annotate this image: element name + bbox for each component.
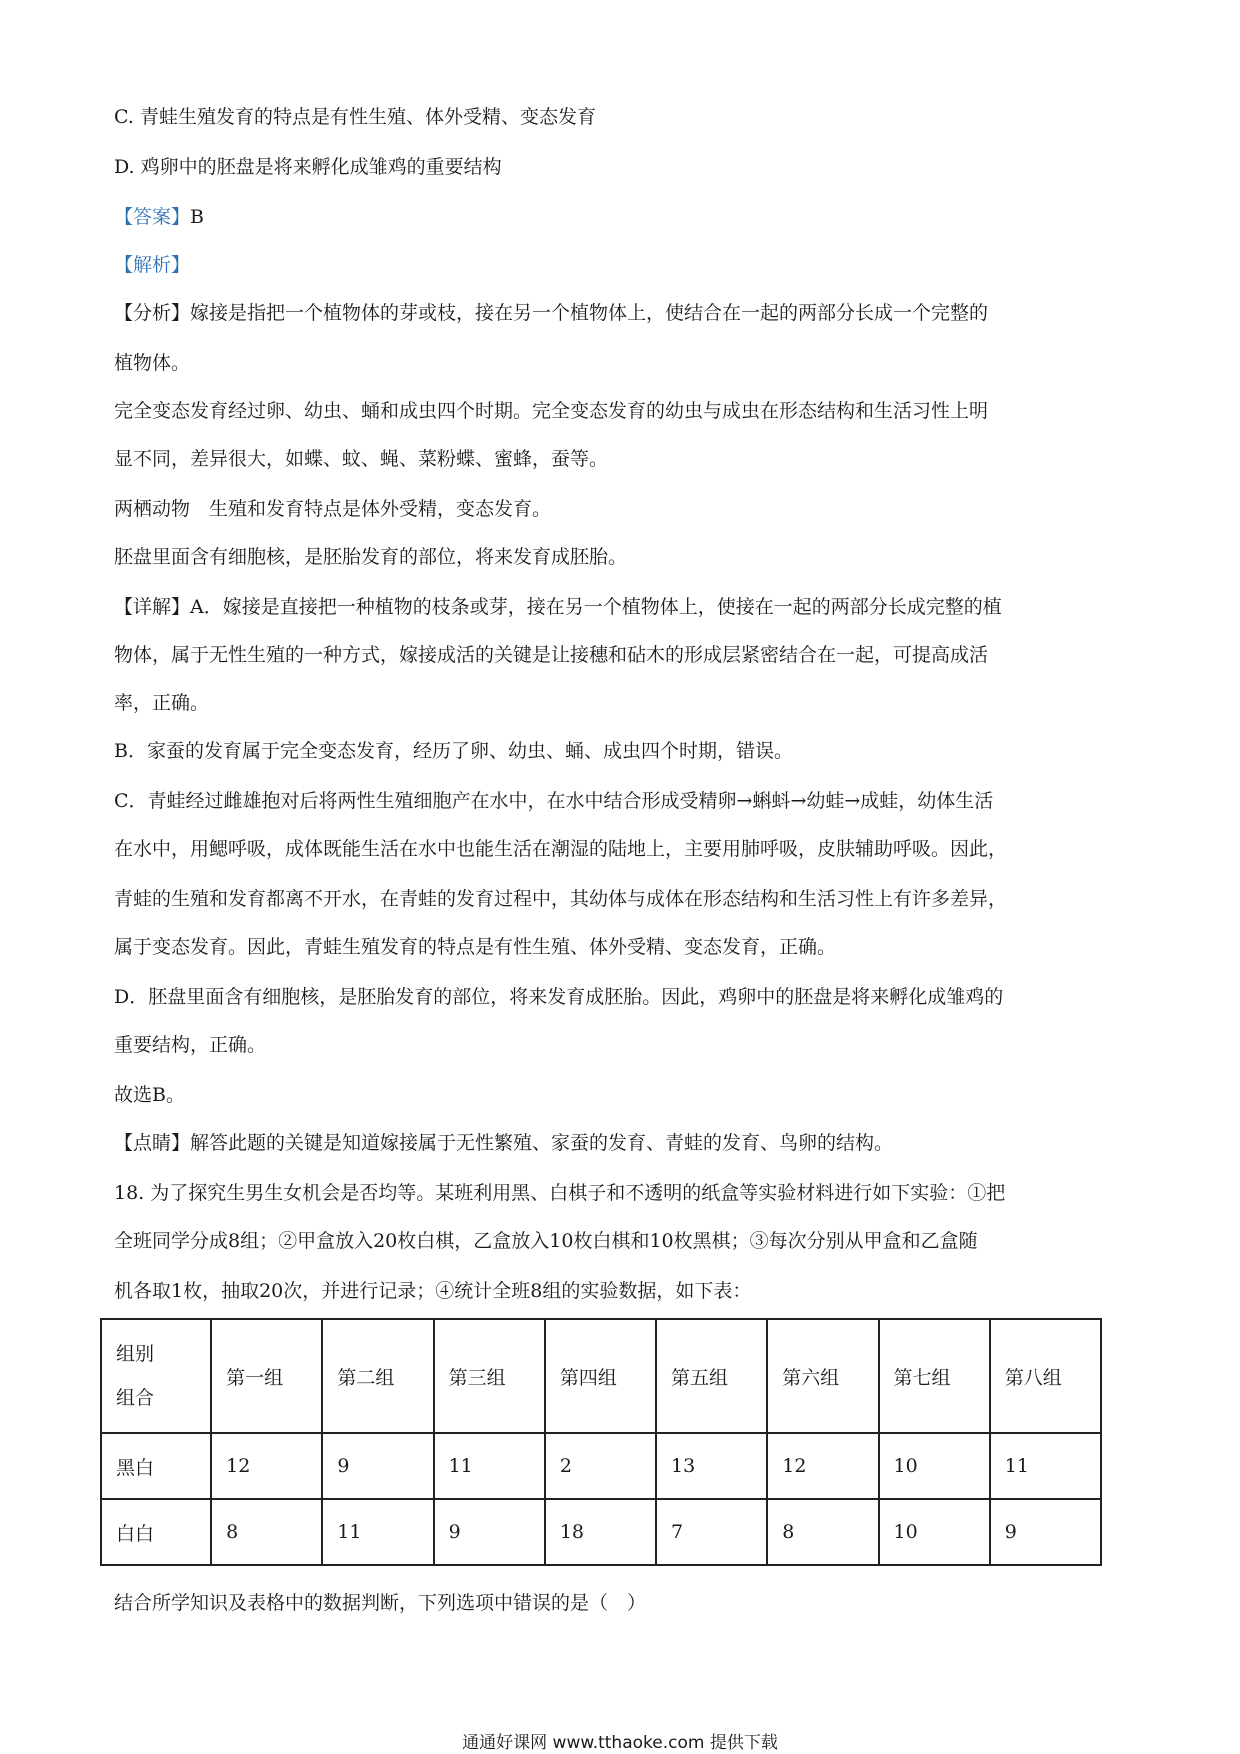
table-row [101,1433,1101,1499]
table-corner-cell [101,1319,211,1433]
table-cell: 10 [879,1433,990,1499]
table-cell: 12 [211,1433,322,1499]
table-cell: 11 [990,1433,1101,1499]
header-cell: 第三组 [434,1319,545,1433]
header-cell: 第二组 [322,1319,433,1433]
text-line: 机各取1枚，抽取20次，并进行记录；④统计全班8组的实验数据，如下表： [114,1280,752,1302]
table-header-row [101,1319,1101,1433]
text-line: 【详解】A．嫁接是直接把一种植物的枝条或芽，接在另一个植物体上，使接在一起的两部分长成完整的植 [114,596,1002,618]
text-line: 重要结构，正确。 [114,1034,267,1056]
experiment-table [100,1318,1102,1566]
table-cell: 8 [767,1499,878,1565]
header-cell: 第六组 [767,1319,878,1433]
text-line: 显不同，差异很大，如蝶、蚊、蝇、菜粉蝶、蜜蜂，蚕等。 [114,448,609,470]
table-cell: 2 [545,1433,656,1499]
text-line: C．青蛙经过雌雄抱对后将两性生殖细胞产在水中，在水中结合形成受精卵→蝌蚪→幼蛙→成蛙，幼体生活 [114,790,994,812]
text-line: 在水中，用鳃呼吸，成体既能生活在水中也能生活在潮湿的陆地上，主要用肺呼吸，皮肤辅助呼吸。因此， [114,838,1008,860]
text-line: 青蛙的生殖和发育都离不开水，在青蛙的发育过程中，其幼体与成体在形态结构和生活习性上有许多差异， [114,888,1008,910]
table-cell: 11 [434,1433,545,1499]
table-cell: 9 [434,1499,545,1565]
text-line: 植物体。 [114,352,191,374]
corner-label-top: 组别 [116,1343,155,1365]
table-cell: 10 [879,1499,990,1565]
table-cell: 9 [322,1433,433,1499]
text-line: 完全变态发育经过卵、幼虫、蛹和成虫四个时期。完全变态发育的幼虫与成虫在形态结构和生活习性上明 [114,400,989,422]
table-cell: 18 [545,1499,656,1565]
text-line: 故选B。 [114,1084,185,1106]
table-cell: 8 [211,1499,322,1565]
row-label: 白白 [101,1499,211,1565]
text-line: 【答案】B [114,206,204,228]
text-line: B．家蚕的发育属于完全变态发育，经历了卵、幼虫、蛹、成虫四个时期，错误。 [114,740,793,762]
text-line: 全班同学分成8组；②甲盒放入20枚白棋，乙盒放入10枚白棋和10枚黑棋；③每次分别从甲盒和乙盒随 [114,1230,978,1252]
section-tag: 【解析】 [114,254,191,276]
text-line [114,252,1134,278]
text-line: 【分析】嫁接是指把一个植物体的芽或枝，接在另一个植物体上，使结合在一起的两部分长成一个完整的 [114,302,989,324]
header-cell: 第四组 [545,1319,656,1433]
table-cell: 11 [322,1499,433,1565]
header-cell: 第五组 [656,1319,767,1433]
text-line: D．胚盘里面含有细胞核，是胚胎发育的部位，将来发育成胚胎。因此，鸡卵中的胚盘是将来孵化成雏鸡的 [114,986,1004,1008]
page-footer: 通通好课网 www.tthaoke.com 提供下载 [462,1733,778,1753]
text-line: 【点睛】解答此题的关键是知道嫁接属于无性繁殖、家蚕的发育、青蛙的发育、鸟卵的结构。 [114,1132,894,1154]
question-line: 结合所学知识及表格中的数据判断，下列选项中错误的是（ ） [114,1592,647,1614]
text-line: 18. 为了探究生男生女机会是否均等。某班利用黑、白棋子和不透明的纸盒等实验材料进行如下实验：①把 [114,1182,1006,1204]
header-cell: 第八组 [990,1319,1101,1433]
text-line: 两栖动物 生殖和发育特点是体外受精，变态发育。 [114,498,552,520]
table-cell: 7 [656,1499,767,1565]
text-line: D. 鸡卵中的胚盘是将来孵化成雏鸡的重要结构 [114,156,502,178]
text-line: 率，正确。 [114,692,210,714]
table-cell: 13 [656,1433,767,1499]
text-line: 属于变态发育。因此，青蛙生殖发育的特点是有性生殖、体外受精、变态发育，正确。 [114,936,837,958]
text-line: 物体，属于无性生殖的一种方式，嫁接成活的关键是让接穗和砧木的形成层紧密结合在一起，可提高成活 [114,644,989,666]
section-tag: 【答案】 [114,206,191,228]
header-cell: 第七组 [879,1319,990,1433]
corner-label-bottom: 组合 [116,1387,155,1409]
table-cell: 12 [767,1433,878,1499]
table-row [101,1499,1101,1565]
row-label: 黑白 [101,1433,211,1499]
text-line: 胚盘里面含有细胞核，是胚胎发育的部位，将来发育成胚胎。 [114,546,628,568]
table-cell: 9 [990,1499,1101,1565]
text-line: C. 青蛙生殖发育的特点是有性生殖、体外受精、变态发育 [114,106,596,128]
header-cell: 第一组 [211,1319,322,1433]
